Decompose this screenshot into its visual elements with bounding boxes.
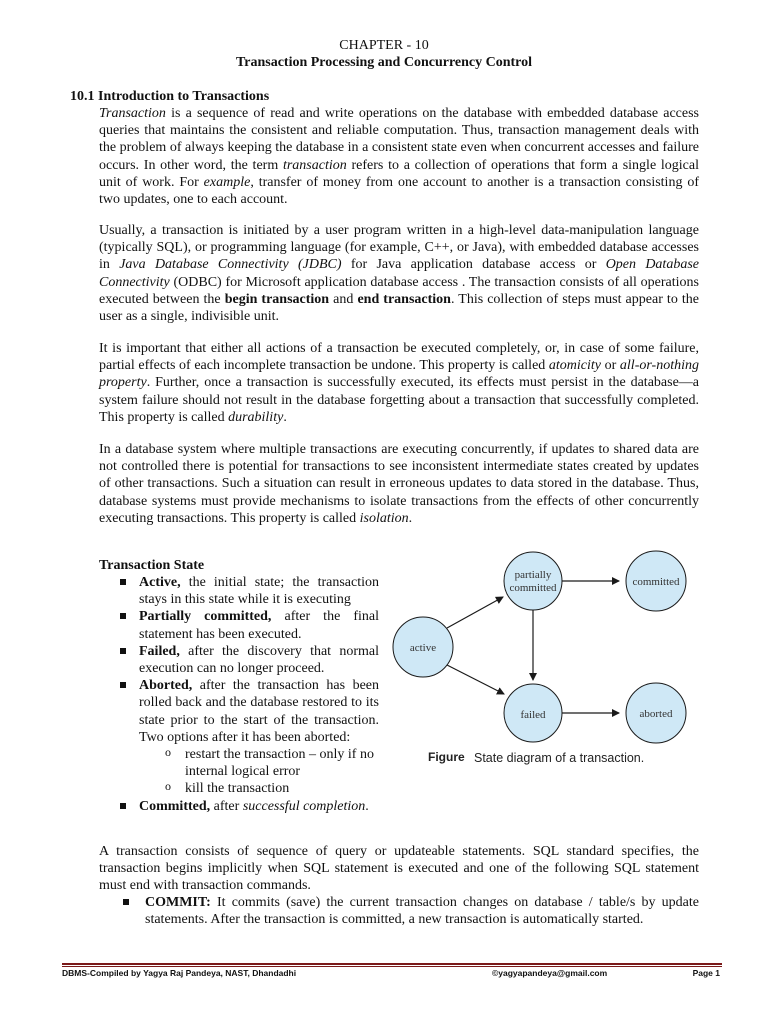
text-run: . Further, once a transaction is successfully executed, its effects must persist in the database—a system failure should not result in the database forgetting about a transaction that successfully completed. This property is called (99, 375, 699, 425)
state-term: Aborted, (139, 678, 193, 694)
text-run: Usually, a transaction is initiated by a user program written in a high-level data-manipulation language (typically SQL), or programming language (for example, C++, or Java), with embedded database accesses in (99, 223, 699, 273)
state-text: after the discovery that normal execution can no longer proceed. (139, 643, 379, 677)
node-label-failed: failed (520, 709, 546, 721)
text-run: refers to a collection of operations that form a single logical unit of work. For (99, 157, 699, 190)
state-term: Committed, (139, 798, 211, 814)
section-heading: 10.1 Introduction to Transactions (70, 89, 270, 104)
text-run: (ODBC) for Microsoft application database access . The transaction consists of all operations executed between the (99, 274, 699, 307)
text-run: or (601, 358, 620, 374)
text-run: , transfer of money from one account to another is a transaction consisting of two updates, one to each account. (99, 174, 699, 208)
text-run: In a database system where multiple transactions are executing concurrently, if updates to shared data are not controlled there is potential for transactions to see inconsistent intermediate states created by updates of other transactions. Such a situation can result in erroneous updates to data stored in the database. Thus, database systems must provide mechanisms to isolate transactions from the effects of other concurrently executing transactions. This property is called (99, 442, 699, 526)
paragraph-initiation (99, 222, 699, 325)
aborted-options-list (139, 746, 379, 798)
state-text: . (365, 798, 369, 814)
text-run: . This collection of steps must appear to the user as a single, indivisible unit. (99, 291, 699, 325)
option-restart: o restart the transaction – only if no internal logical error (165, 746, 379, 780)
edge-active-to-failed (447, 665, 504, 694)
paragraph-isolation (99, 441, 699, 527)
state-text: after the transaction has been rolled back and the database restored to its state prior to the start of the transaction. Two options after it has been aborted: (139, 678, 379, 745)
paragraph-sql-transactions: A transaction consists of sequence of query or updateable statements. SQL standard specifies, the transaction begins implicitly when SQL statement is executed and one of the following SQL statement must end with transaction commands. (99, 844, 699, 894)
state-item-failed (117, 643, 379, 677)
chapter-title: Transaction Processing and Concurrency Control (235, 55, 533, 70)
state-term: Failed, (139, 643, 180, 659)
page-number: Page 1 (692, 968, 720, 978)
state-term: Active, (139, 575, 181, 590)
state-diagram-figure (390, 545, 768, 775)
state-text: after (210, 798, 243, 814)
term-atomicity: atomicity (548, 358, 602, 374)
state-emph: successful completion (242, 798, 366, 814)
text-run: and (329, 291, 358, 307)
edge-active-to-partially (447, 597, 503, 628)
text-run: for Java application database access or (341, 257, 606, 273)
text-run: It is important that either all actions of a transaction be executed completely, or, in case of some failure, partial effects of each incomplete transaction be undone. This property is called (99, 341, 699, 374)
state-item-aborted (117, 677, 379, 797)
node-partially-committed (504, 552, 562, 610)
state-term: Partially committed, (139, 609, 272, 625)
node-label-active: active (409, 642, 437, 654)
term-example: example (203, 174, 251, 190)
footer-rule (62, 963, 722, 965)
term-jdbc: Java Database Connectivity (JDBC) (119, 257, 342, 273)
state-item-active (117, 574, 379, 608)
term-isolation: isolation (359, 510, 409, 526)
option-kill: o kill the transaction (165, 780, 379, 797)
transaction-state-list (117, 574, 379, 815)
term-begin-transaction: begin transaction (224, 291, 330, 307)
text-run: . (408, 510, 413, 526)
text-run: is a sequence of read and write operations on the database with embedded database access queries that maintains the consistent and reliable computation. Thus, transaction management deals with the problem of always keeping the database in a consistent state even when concurrent accesses and failure occurs. In other word, the term (99, 106, 699, 173)
footer-author: DBMS-Compiled by Yagya Raj Pandeya, NAST, Dhandadhi (62, 968, 297, 978)
state-text: after the final statement has been executed. (139, 609, 379, 642)
term-durability: durability (228, 409, 284, 425)
node-label-committed: committed (632, 576, 680, 588)
footer-email: ©yagyapandeya@gmail.com (492, 968, 608, 978)
paragraph-intro (99, 105, 699, 208)
footer-rule-thin (62, 966, 722, 967)
state-diagram (390, 545, 768, 775)
command-item-commit (117, 894, 699, 928)
term-all-or-nothing: all-or-nothing property (99, 358, 699, 391)
figure-caption-text: State diagram of a transaction. (474, 751, 645, 765)
node-label-partially: partially (514, 569, 552, 581)
state-text: the initial state; the transaction stays in this state while it is executing (139, 575, 379, 608)
chapter-number: CHAPTER - 10 (339, 38, 429, 53)
term-odbc: Open Database Connectivity (99, 257, 699, 290)
term-transaction: Transaction (99, 106, 166, 121)
transaction-commands-list (117, 894, 699, 928)
state-item-partially-committed (117, 608, 379, 642)
command-text: It commits (save) the current transaction changes on database / table/s by update statements. After the transaction is committed, a new transaction is automatically started. (145, 895, 699, 928)
state-item-committed (117, 798, 379, 815)
term-end-transaction: end transaction (357, 291, 451, 307)
command-term: COMMIT: (145, 895, 211, 910)
paragraph-atomicity (99, 340, 699, 426)
figure-caption-label: Figure (428, 750, 465, 764)
node-label-partially-committed: committed (509, 582, 557, 594)
text-run: . (283, 409, 287, 425)
transaction-state-heading: Transaction State (99, 558, 205, 573)
node-label-aborted: aborted (639, 708, 673, 720)
term-transaction-2: transaction (282, 157, 347, 173)
